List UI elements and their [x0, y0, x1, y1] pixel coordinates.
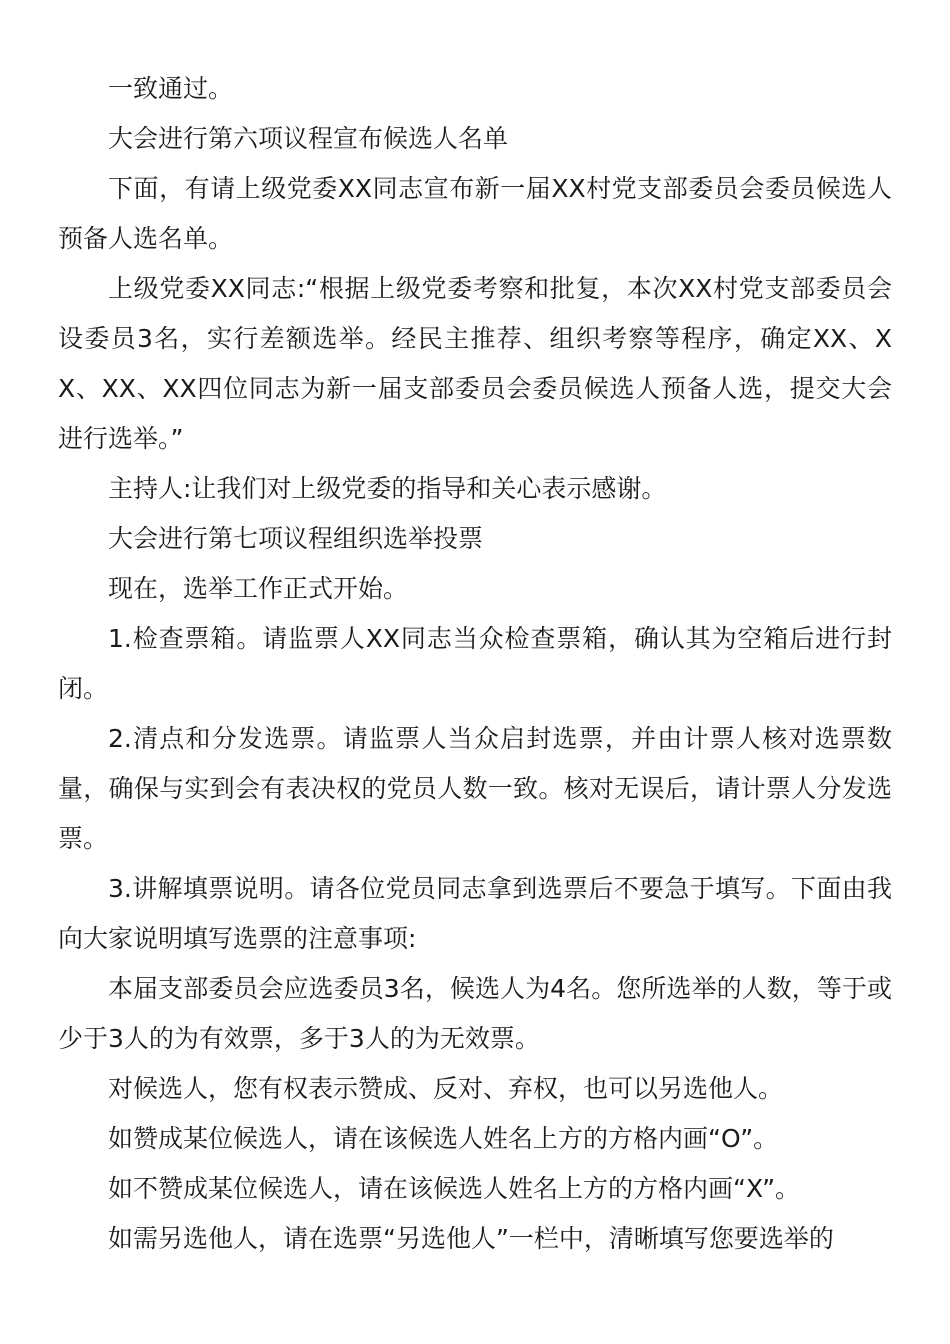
- paragraph-voting-rights: 对候选人，您有权表示赞成、反对、弃权，也可以另选他人。: [108, 1074, 784, 1103]
- paragraph-agenda-seven-heading: 大会进行第七项议程组织选举投票: [108, 524, 484, 553]
- paragraph-step-distribute-ballots: 2.清点和分发选票。请监票人当众启封选票，并由计票人核对选票数量，确保与实到会有表决权的党员人数一致。核对无误后，请计票人分发选票。: [58, 724, 892, 853]
- paragraph-disapprove-mark: 如不赞成某位候选人，请在该候选人姓名上方的方格内画“X”。: [108, 1174, 801, 1203]
- paragraph-election-start: 现在，选举工作正式开始。: [108, 574, 409, 603]
- paragraph-unanimous-pass: 一致通过。: [108, 74, 234, 103]
- paragraph-approve-mark: 如赞成某位候选人，请在该候选人姓名上方的方格内画“O”。: [108, 1124, 779, 1153]
- paragraph-invite-announcement: 下面，有请上级党委XX同志宣布新一届XX村党支部委员会委员候选人预备人选名单。: [58, 174, 892, 253]
- paragraph-valid-vote-rules: 本届支部委员会应选委员3名，候选人为4名。您所选举的人数，等于或少于3人的为有效票，多于3人的为无效票。: [58, 974, 892, 1053]
- paragraph-write-in: 如需另选他人，请在选票“另选他人”一栏中，清晰填写您要选举的: [108, 1224, 834, 1253]
- paragraph-step-check-ballot-box: 1.检查票箱。请监票人XX同志当众检查票箱，确认其为空箱后进行封闭。: [58, 624, 892, 703]
- paragraph-host-thanks: 主持人:让我们对上级党委的指导和关心表示感谢。: [108, 474, 667, 503]
- paragraph-step-explain-instructions: 3.讲解填票说明。请各位党员同志拿到选票后不要急于填写。下面由我向大家说明填写选票的注意事项:: [58, 874, 892, 953]
- paragraph-candidate-announcement: 上级党委XX同志:“根据上级党委考察和批复，本次XX村党支部委员会设委员3名，实行差额选举。经民主推荐、组织考察等程序，确定XX、XX、XX、XX四位同志为新一届支部委员会委员候选人预备人选，提交大会进行选举。”: [58, 274, 892, 453]
- paragraph-agenda-six-heading: 大会进行第六项议程宣布候选人名单: [108, 124, 509, 153]
- document-body: [58, 64, 892, 1264]
